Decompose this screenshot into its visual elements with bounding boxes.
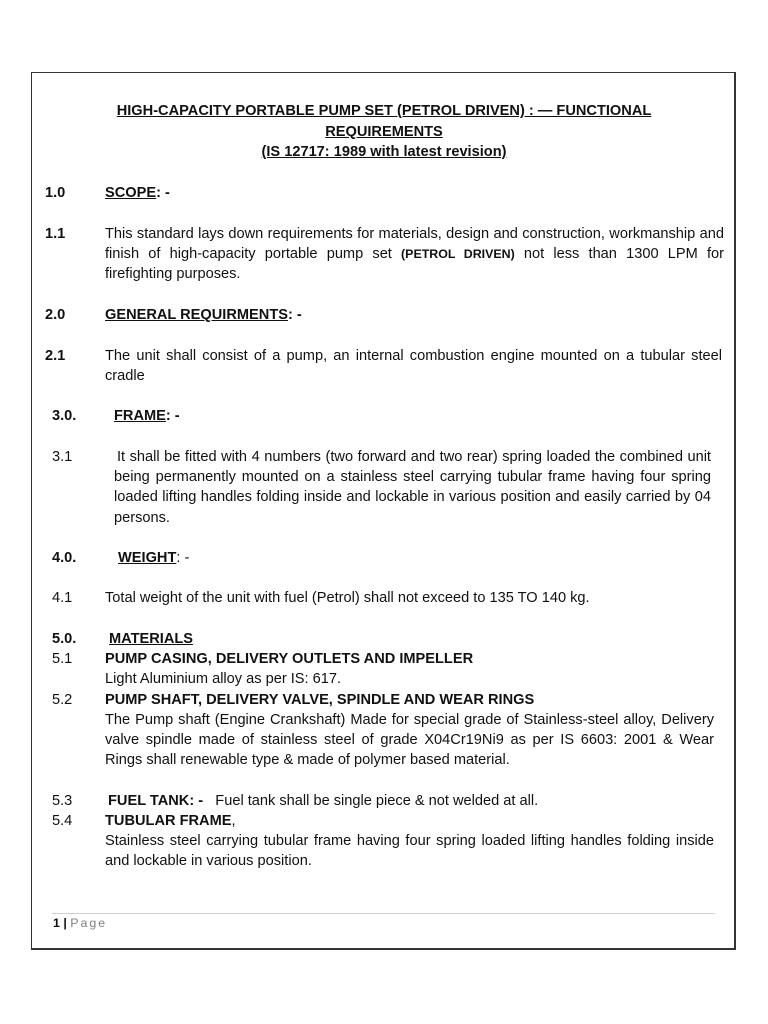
fuel-tank-text: Fuel tank shall be single piece & not welded at all. (215, 793, 539, 809)
heading-suffix: : - (156, 185, 170, 201)
section-heading-general (105, 305, 302, 325)
section-number: 1.0 (45, 185, 66, 201)
page-number: 1 (53, 916, 60, 930)
heading-text: SCOPE (105, 185, 157, 201)
subsection-heading: PUMP SHAFT, DELIVERY VALVE, SPINDLE AND WEAR RINGS (105, 692, 535, 708)
heading-suffix: : - (176, 550, 190, 566)
section-number: 2.1 (45, 348, 66, 364)
scope-paragraph (105, 224, 724, 285)
section-number: 5.4 (52, 813, 73, 829)
heading-suffix: , (231, 813, 236, 829)
section-number: 4.1 (52, 590, 73, 606)
heading-suffix: : - (165, 408, 180, 424)
frame-paragraph: It shall be fitted with 4 numbers (two forward and two rear) spring loaded the combined unit being permanently mounted on a stainless steel carrying tubular frame having four spring loaded lifting handles folding inside and lockable in various position and easily carried by 04 persons. (114, 449, 711, 526)
section-number: 5.1 (52, 651, 73, 667)
text-part: not less than 1300 LPM for firefighting purposes. (105, 246, 724, 283)
petrol-driven-text: (PETROL DRIVEN) (401, 247, 515, 262)
section-number: 4.0. (52, 550, 77, 566)
section-heading-frame (114, 406, 180, 426)
page-label: Page (70, 916, 108, 930)
section-number: 5.2 (52, 692, 73, 708)
section-number: 3.1 (52, 449, 73, 465)
subsection-heading-line (105, 811, 236, 831)
page-separator: | (59, 916, 71, 930)
heading-text: GENERAL REQUIRMENTS (105, 307, 288, 323)
heading-suffix: : - (287, 307, 302, 323)
section-heading-scope (105, 183, 170, 203)
section-number: 2.0 (45, 307, 66, 323)
footer-divider (52, 913, 715, 914)
section-number: 5.0. (52, 631, 77, 647)
subsection-heading: PUMP CASING, DELIVERY OUTLETS AND IMPELLER (105, 651, 474, 667)
pump-casing-text: Light Aluminium alloy as per IS: 617. (105, 671, 342, 687)
tubular-frame-paragraph: Stainless steel carrying tubular frame having four spring loaded lifting handles folding inside and lockable in various position. (105, 833, 714, 870)
section-heading-weight (118, 548, 189, 568)
section-number: 1.1 (45, 226, 66, 242)
pump-shaft-paragraph: The Pump shaft (Engine Crankshaft) Made for special grade of Stainless-steel alloy, Delivery valve spindle made of stainless steel of grade X04Cr19Ni9 as per IS 6603: 2001 & Wear Rings shall renewable type & made of polymer based material. (105, 712, 714, 769)
section-number: 3.0. (52, 408, 77, 424)
section-number: 5.3 (52, 793, 73, 809)
text-part: This standard lays down requirements for materials, design and construction, workmanship and finish of high-capacity portable pump set (105, 226, 724, 263)
heading-text: FRAME (114, 408, 166, 424)
weight-paragraph: Total weight of the unit with fuel (Petrol) shall not exceed to 135 TO 140 kg. (105, 590, 590, 606)
title-line-3: (IS 12717: 1989 with latest revision) (261, 144, 507, 160)
fuel-tank-line (108, 791, 718, 811)
section-heading-materials: MATERIALS (109, 631, 194, 647)
title-line-1: HIGH-CAPACITY PORTABLE PUMP SET (PETROL DRIVEN) : — FUNCTIONAL (116, 103, 652, 119)
heading-text: WEIGHT (118, 550, 177, 566)
general-paragraph: The unit shall consist of a pump, an internal combustion engine mounted on a tubular steel cradle (105, 348, 722, 385)
subsection-heading: FUEL TANK: - (108, 793, 204, 809)
subsection-heading: TUBULAR FRAME (105, 813, 232, 829)
page-footer (53, 914, 107, 932)
title-line-2: REQUIREMENTS (325, 123, 443, 140)
document-title (60, 101, 708, 163)
